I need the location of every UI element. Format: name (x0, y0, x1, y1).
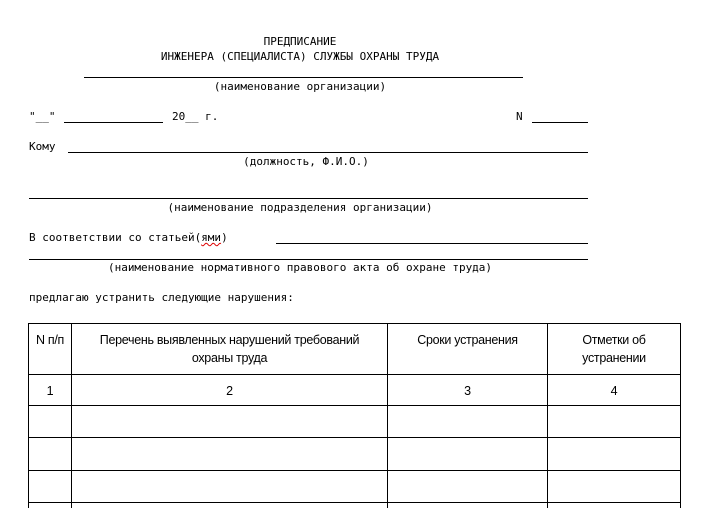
table-cell[interactable] (29, 406, 72, 438)
org-line (84, 77, 523, 78)
table-numbers-row (29, 375, 681, 406)
date-day: "__" (29, 110, 56, 123)
number-label: N (516, 110, 523, 123)
table-row (29, 503, 681, 508)
col-number-1: 1 (29, 375, 72, 406)
table-cell[interactable] (548, 471, 681, 503)
header-deadline: Сроки устранения (388, 324, 548, 375)
table-cell[interactable] (72, 438, 388, 471)
header-number: N п/п (29, 324, 72, 375)
spellcheck-word: ями (201, 231, 222, 244)
table-row (29, 406, 681, 438)
table-cell[interactable] (29, 503, 72, 508)
col-number-4: 4 (548, 375, 681, 406)
accordance-prefix: В соответствии со статьей( (29, 231, 202, 244)
table-cell[interactable] (548, 503, 681, 508)
table-header-row (29, 324, 681, 375)
org-caption: (наименование организации) (213, 80, 387, 93)
table-cell[interactable] (548, 406, 681, 438)
accordance-text (29, 231, 228, 244)
table-cell[interactable] (72, 503, 388, 508)
table-row (29, 471, 681, 503)
document-title: ПРЕДПИСАНИЕ (263, 35, 337, 48)
table-row (29, 438, 681, 471)
col-number-2: 2 (72, 375, 388, 406)
division-caption: (наименование подразделения организации) (167, 201, 433, 214)
header-marks: Отметки об устранении (548, 324, 681, 375)
to-line (68, 152, 588, 153)
table-cell[interactable] (388, 503, 548, 508)
act-caption: (наименование нормативного правового акта об охране труда) (107, 261, 493, 274)
table-cell[interactable] (72, 406, 388, 438)
number-line (532, 122, 588, 123)
date-month-line (64, 122, 163, 123)
document-subtitle: ИНЖЕНЕРА (СПЕЦИАЛИСТА) СЛУЖБЫ ОХРАНЫ ТРУДА (160, 50, 440, 63)
col-number-3: 3 (388, 375, 548, 406)
table-cell[interactable] (29, 471, 72, 503)
table-cell[interactable] (72, 471, 388, 503)
act-line (29, 259, 588, 260)
table-cell[interactable] (388, 406, 548, 438)
violations-table (28, 323, 681, 508)
date-year: 20__ г. (172, 110, 219, 123)
table-cell[interactable] (548, 438, 681, 471)
division-line (29, 198, 588, 199)
to-caption: (должность, Ф.И.О.) (243, 155, 369, 168)
table-cell[interactable] (388, 438, 548, 471)
table-cell[interactable] (29, 438, 72, 471)
proposal-text: предлагаю устранить следующие нарушения: (29, 291, 294, 304)
header-violations: Перечень выявленных нарушений требований охраны труда (72, 324, 388, 375)
table-cell[interactable] (388, 471, 548, 503)
to-label: Кому (29, 140, 56, 153)
article-line (276, 243, 588, 244)
accordance-suffix: ) (221, 231, 228, 244)
